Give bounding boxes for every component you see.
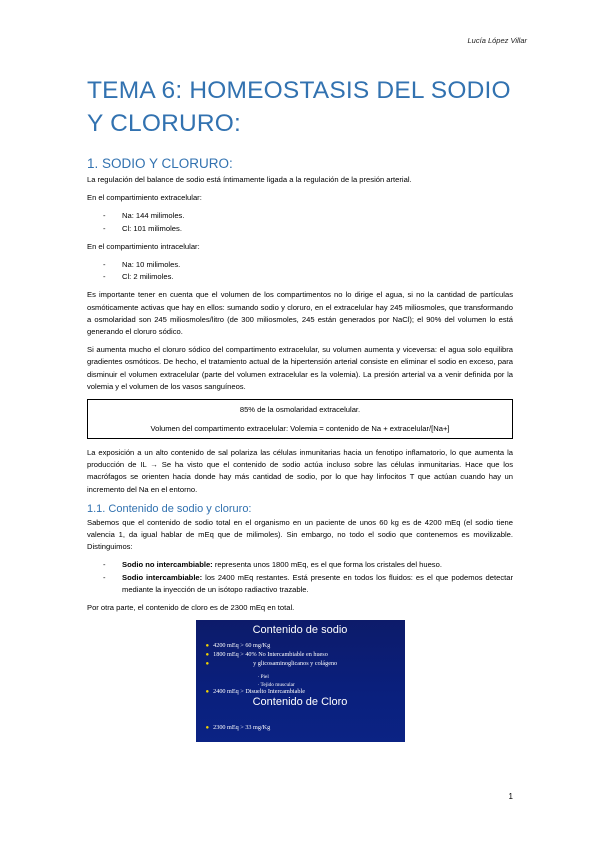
section-heading-sodio-cloruro: 1. SODIO Y CLORURO: [87, 156, 233, 171]
sodium-content-slide-image [196, 620, 405, 742]
slide-bullet: ● y glicosaminoglicanos y colágeno [205, 660, 338, 668]
extracellular-list [87, 210, 513, 234]
extracellular-label: En el compartimiento extracelular: [87, 193, 202, 203]
box-line-volume-formula: Volumen del compartimento extracelular: Volemia = contenido de Na + extracelular/[Na+] [150, 424, 450, 434]
bullet-dot-icon: ● [205, 725, 210, 732]
bullet-dot-icon: ● [205, 689, 210, 696]
slide-subitem: · Tejido muscular [257, 682, 295, 689]
page-title: TEMA 6: HOMEOSTASIS DEL SODIO Y CLORURO: [87, 77, 511, 137]
intracellular-list [87, 259, 513, 283]
box-line-osmolarity: 85% de la osmolaridad extracelular. [239, 405, 361, 415]
slide-subtitle: Contenido de Cloro [252, 696, 348, 709]
document-body [87, 156, 513, 742]
bullet-dot-icon: ● [205, 661, 210, 668]
sodium-types-list [87, 559, 513, 596]
inflammation-paragraph: La exposición a un alto contenido de sal polariza las células inmunitarias hacia un fenotipo inflamatorio, lo que aumenta la producción de IL → Se ha visto que el contenido de sodio actúa incluso sobre las células inmunitarias. Hace que los macrófagos se orienten hacia donde hay más cantidad de sodio, por lo que hay linfocitos T que actúan cuando hay un incremento del Na en el entorno. [87, 448, 513, 494]
osmolarity-box [87, 399, 513, 439]
volume-paragraph: Es importante tener en cuenta que el volumen de los compartimentos no lo dirige el agua, si no la cantidad de partículas osmóticamente activas que hay en ellos: sumando sodio y cloruro, en el extracelular hay 245 miliosmoles, que transformando a osmolaridad son 245 miliosmoles/litro (de 300 miliosmoles, 245 están generados por NaCl); el 90% del volumen lo está generando el cloruro sódico. [87, 290, 513, 337]
list-item: - Cl: 2 milimoles. [103, 272, 174, 282]
list-item: - Na: 144 milimoles. [103, 211, 185, 221]
list-item: - Sodio no intercambiable: representa unos 1800 mEq, es el que forma los cristales del hueso. [103, 560, 442, 570]
sodium-total-paragraph: Sabemos que el contenido de sodio total en el organismo en un paciente de unos 60 kg es de 4200 mEq (el sodio tiene valencia 1, da igual hablar de mEq que de milimoles). Sin embargo, no todo el sodio que contenemos es movilizable. Distinguimos: [87, 517, 513, 552]
list-item: - Na: 10 milimoles. [103, 260, 181, 270]
page-number: 1 [508, 792, 513, 801]
bullet-dot-icon: ● [205, 643, 210, 650]
chlorine-paragraph: Por otra parte, el contenido de cloro es de 2300 mEq en total. [87, 603, 295, 613]
hypertension-paragraph: Si aumenta mucho el cloruro sódico del compartimento extracelular, su volumen aumenta y viceversa: el agua solo equilibra gradientes osmóticos. De hecho, el tratamiento actual de la hipertensión arterial consiste en eliminar el sodio en exceso, para disminuir el volumen extracelular (parte del volumen extracelular es la volemia). La presión arterial va a venir definida por la volemia y el volumen de los vasos sanguíneos. [87, 345, 513, 391]
slide-title: Contenido de sodio [252, 624, 348, 637]
list-item: - Sodio intercambiable: los 2400 mEq restantes. Está presente en todos los fluidos: es el que podemos detectar mediante la inyección de un isótopo radiactivo trazable. [103, 572, 513, 594]
list-item: - Cl: 101 milimoles. [103, 223, 182, 233]
slide-subitem: · Piel [257, 674, 269, 681]
slide-bullet: ● 1800 mEq > 40% No Intercambiable en hueso [205, 651, 328, 659]
slide-bullet: ● 2300 mEq > 33 mg/Kg [205, 724, 271, 732]
intro-paragraph: La regulación del balance de sodio está íntimamente ligada a la regulación de la presión arterial. [87, 175, 412, 184]
author-header: Lucía López Villar [467, 36, 527, 45]
intracellular-label: En el compartimiento intracelular: [87, 241, 200, 251]
bullet-dot-icon: ● [205, 652, 210, 659]
slide-bullet: ● 4200 mEq > 60 mg/Kg [205, 642, 271, 650]
slide-bullet: ● 2400 mEq > Disuelto Intercambiable [205, 688, 305, 696]
subsection-heading-contenido: 1.1. Contenido de sodio y cloruro: [87, 502, 252, 515]
